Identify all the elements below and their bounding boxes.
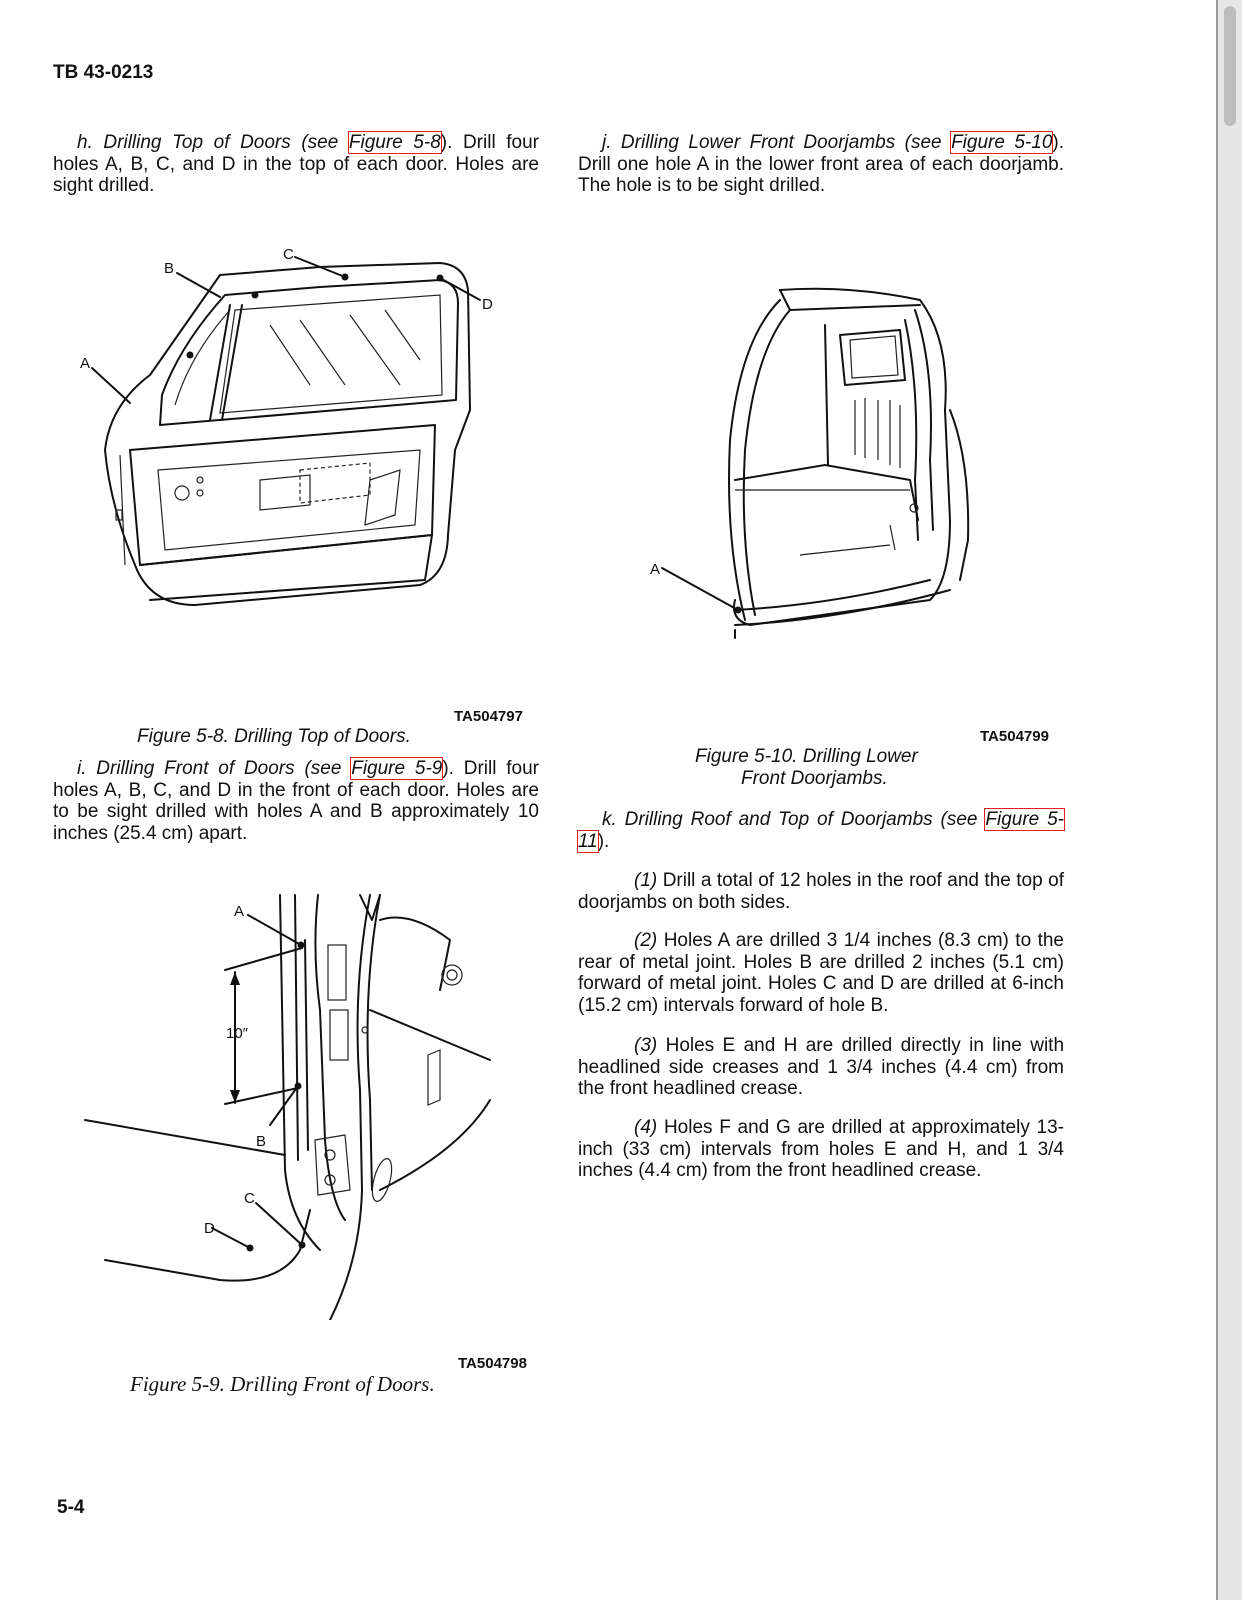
door-window-glass xyxy=(220,295,442,413)
fig-5-8-label-c: C xyxy=(283,246,294,263)
step-3-text: Holes E and H are drilled directly in line with headlined side creases and 1 3/4 inches (4.4 cm) from the front headlined crease. xyxy=(578,1035,1065,1099)
figure-5-9-id: TA504798 xyxy=(458,1355,527,1372)
step-1-number: (1) xyxy=(634,870,658,891)
step-2-text: Holes A are drilled 3 1/4 inches (8.3 cm) to the rear of metal joint. Holes B are drilled 2 inches (5.1 cm) forward of metal joint. Holes C and D are drilled at 6-inch (15.2 cm) intervals forward of hole B. xyxy=(578,930,1064,1016)
figure-5-8-caption: Figure 5-8. Drilling Top of Doors. xyxy=(137,726,411,747)
figure-5-11-link[interactable]: Figure 5-11 xyxy=(578,809,1065,852)
doorjamb-outline xyxy=(734,289,950,625)
figure-5-8-link[interactable]: Figure 5-8 xyxy=(348,132,441,153)
figure-5-8-illustration xyxy=(70,235,530,640)
section-i-lead: i. Drilling Front of Doors (see xyxy=(77,758,342,779)
section-i-paragraph xyxy=(53,758,539,844)
fig-5-8-label-b: B xyxy=(164,260,175,277)
step-2-number: (2) xyxy=(634,930,658,951)
section-i-body: ). Drill four holes A, B, C, and D in the front of each door. Holes are to be sight drilled with holes A and B approximately 10 inches (25.4 cm) apart. xyxy=(53,758,540,844)
fig-5-8-label-a: A xyxy=(80,355,91,372)
scrollbar-thumb[interactable] xyxy=(1224,6,1236,126)
step-3-number: (3) xyxy=(634,1035,658,1056)
section-k-step-1 xyxy=(578,870,1064,913)
section-h-lead: h. Drilling Top of Doors (see xyxy=(77,132,339,153)
fig-5-8-label-d: D xyxy=(482,296,493,313)
figure-5-9-illustration xyxy=(80,890,500,1320)
section-h-paragraph xyxy=(53,132,539,197)
door-window-frame xyxy=(160,280,458,425)
fig-5-9-label-c: C xyxy=(244,1190,255,1207)
vertical-scrollbar[interactable] xyxy=(1218,0,1242,1600)
step-4-text: Holes F and G are drilled at approximately 13-inch (33 cm) intervals from holes E and H, and 1 3/4 inches (4.4 cm) from the front headlined crease. xyxy=(578,1117,1064,1181)
figure-5-10-caption-line2: Front Doorjambs. xyxy=(741,768,888,789)
fig-5-9-label-b: B xyxy=(256,1133,267,1150)
section-k-step-3 xyxy=(578,1035,1064,1100)
fig-5-10-label-a: A xyxy=(650,561,661,578)
document-id-header: TB 43-0213 xyxy=(53,62,154,83)
fig-5-9-label-a: A xyxy=(234,903,245,920)
fig-5-9-dimension-label: 10″ xyxy=(226,1025,248,1042)
section-k-paragraph xyxy=(578,809,1064,852)
figure-5-10-caption-line1: Figure 5-10. Drilling Lower xyxy=(695,746,918,767)
section-j-paragraph xyxy=(578,132,1064,197)
section-j-lead: j. Drilling Lower Front Doorjambs (see xyxy=(602,132,942,153)
section-k-step-2 xyxy=(578,930,1064,1016)
section-k-lead: k. Drilling Roof and Top of Doorjambs (see xyxy=(602,809,978,830)
fig-5-9-label-d: D xyxy=(204,1220,215,1237)
page-number-footer: 5-4 xyxy=(57,1497,85,1518)
step-1-text: Drill a total of 12 holes in the roof and the top of doorjambs on both sides. xyxy=(578,870,1064,913)
section-h-body: ). Drill four holes A, B, C, and D in the top of each door. Holes are sight drilled. xyxy=(53,132,539,196)
section-k-step-4 xyxy=(578,1117,1064,1182)
figure-5-10-link[interactable]: Figure 5-10 xyxy=(951,132,1053,153)
section-j-body: ). Drill one hole A in the lower front area of each doorjamb. The hole is to be sight drilled. xyxy=(578,132,1064,196)
section-k-body: ). xyxy=(597,830,610,852)
figure-5-9-caption: Figure 5-9. Drilling Front of Doors. xyxy=(130,1372,435,1396)
figure-5-8-id: TA504797 xyxy=(454,708,523,725)
door-bottom-edge xyxy=(85,1120,285,1155)
figure-5-10-id: TA504799 xyxy=(980,728,1049,745)
figure-5-10-illustration xyxy=(650,280,980,650)
step-4-number: (4) xyxy=(634,1117,658,1138)
figure-5-9-link[interactable]: Figure 5-9 xyxy=(351,758,443,779)
door-outline xyxy=(105,263,470,605)
